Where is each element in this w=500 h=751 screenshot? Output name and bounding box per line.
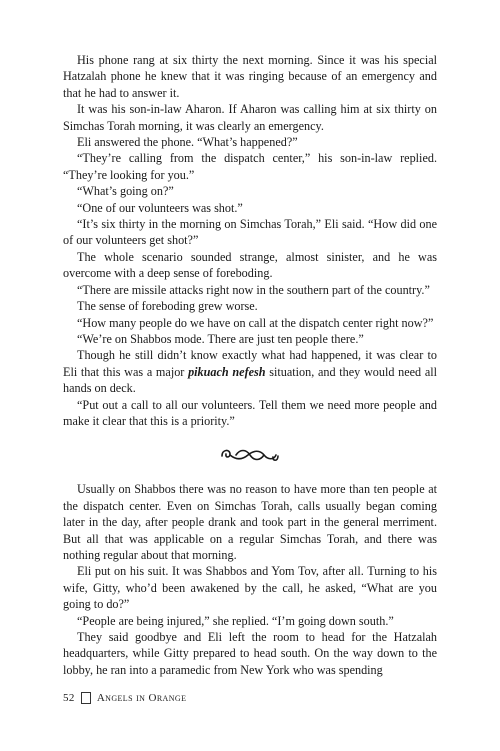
paragraph: “They’re calling from the dispatch center,” his son-in-law replied. “They’re looking for you.” [63,151,437,182]
paragraph: Eli answered the phone. “What’s happened?” [77,135,298,150]
paragraph: “It’s six thirty in the morning on Simchas Torah,” Eli said. “How did one of our volunteers get shot?” [63,217,437,248]
page-number: 52 [63,692,75,704]
paragraph: Usually on Shabbos there was no reason to have more than ten people at the dispatch center. Even on Simchas Torah, calls usually began coming later in the day, after people drank and took part in the general merriment. But all that was applicable on a regular Simchas Torah, and there was nothing regular about that morning. [63,482,437,562]
paragraph: “Put out a call to all our volunteers. Tell them we need more people and make it clear that this is a priority.” [63,397,437,428]
paragraph: His phone rang at six thirty the next morning. Since it was his special Hatzalah phone he knew that it was ringing because of an emergency and that he had to answer it. [63,53,437,100]
paragraph: Eli put on his suit. It was Shabbos and Yom Tov, after all. Turning to his wife, Gitty, who’d been awakened by the call, he asked, “What are you going to do?” [63,564,437,612]
paragraph: “One of our volunteers was shot.” [77,200,243,215]
paragraph: They said goodbye and Eli left the room to head for the Hatzalah headquarters, while Gitty prepared to head south. On the way down to the lobby, he ran into a paramedic from New York who was spending [63,630,437,677]
paragraph: “People are being injured,” she replied. “I’m going down south.” [77,613,394,628]
paragraph: “What’s going on?” [77,184,174,199]
paragraph: “How many people do we have on call at the dispatch center right now?” [77,315,434,330]
text-span: Though he still didn’t know exactly what had happened, it was clear to Eli that this was a major [63,348,437,379]
body-text [63,52,437,678]
italic-term: pikuach nefesh [188,364,266,379]
paragraph: The whole scenario sounded strange, almost sinister, and he was overcome with a deep sense of foreboding. [63,249,437,281]
box-separator-icon [81,692,91,704]
paragraph: “There are missile attacks right now in the southern part of the country.” [77,282,430,297]
paragraph-pikuach [63,347,437,396]
paragraph: The sense of foreboding grew worse. [77,299,258,314]
paragraph: It was his son-in-law Aharon. If Aharon was calling him at six thirty on Simchas Torah morning, it was clearly an emergency. [63,102,437,133]
text-span: situation, and they would need all hands on deck. [63,364,438,396]
section-break-ornament-icon [63,441,437,469]
page-footer [63,692,186,704]
paragraph: “We’re on Shabbos mode. There are just ten people there.” [77,331,364,346]
running-title: Angels in Orange [96,692,187,704]
